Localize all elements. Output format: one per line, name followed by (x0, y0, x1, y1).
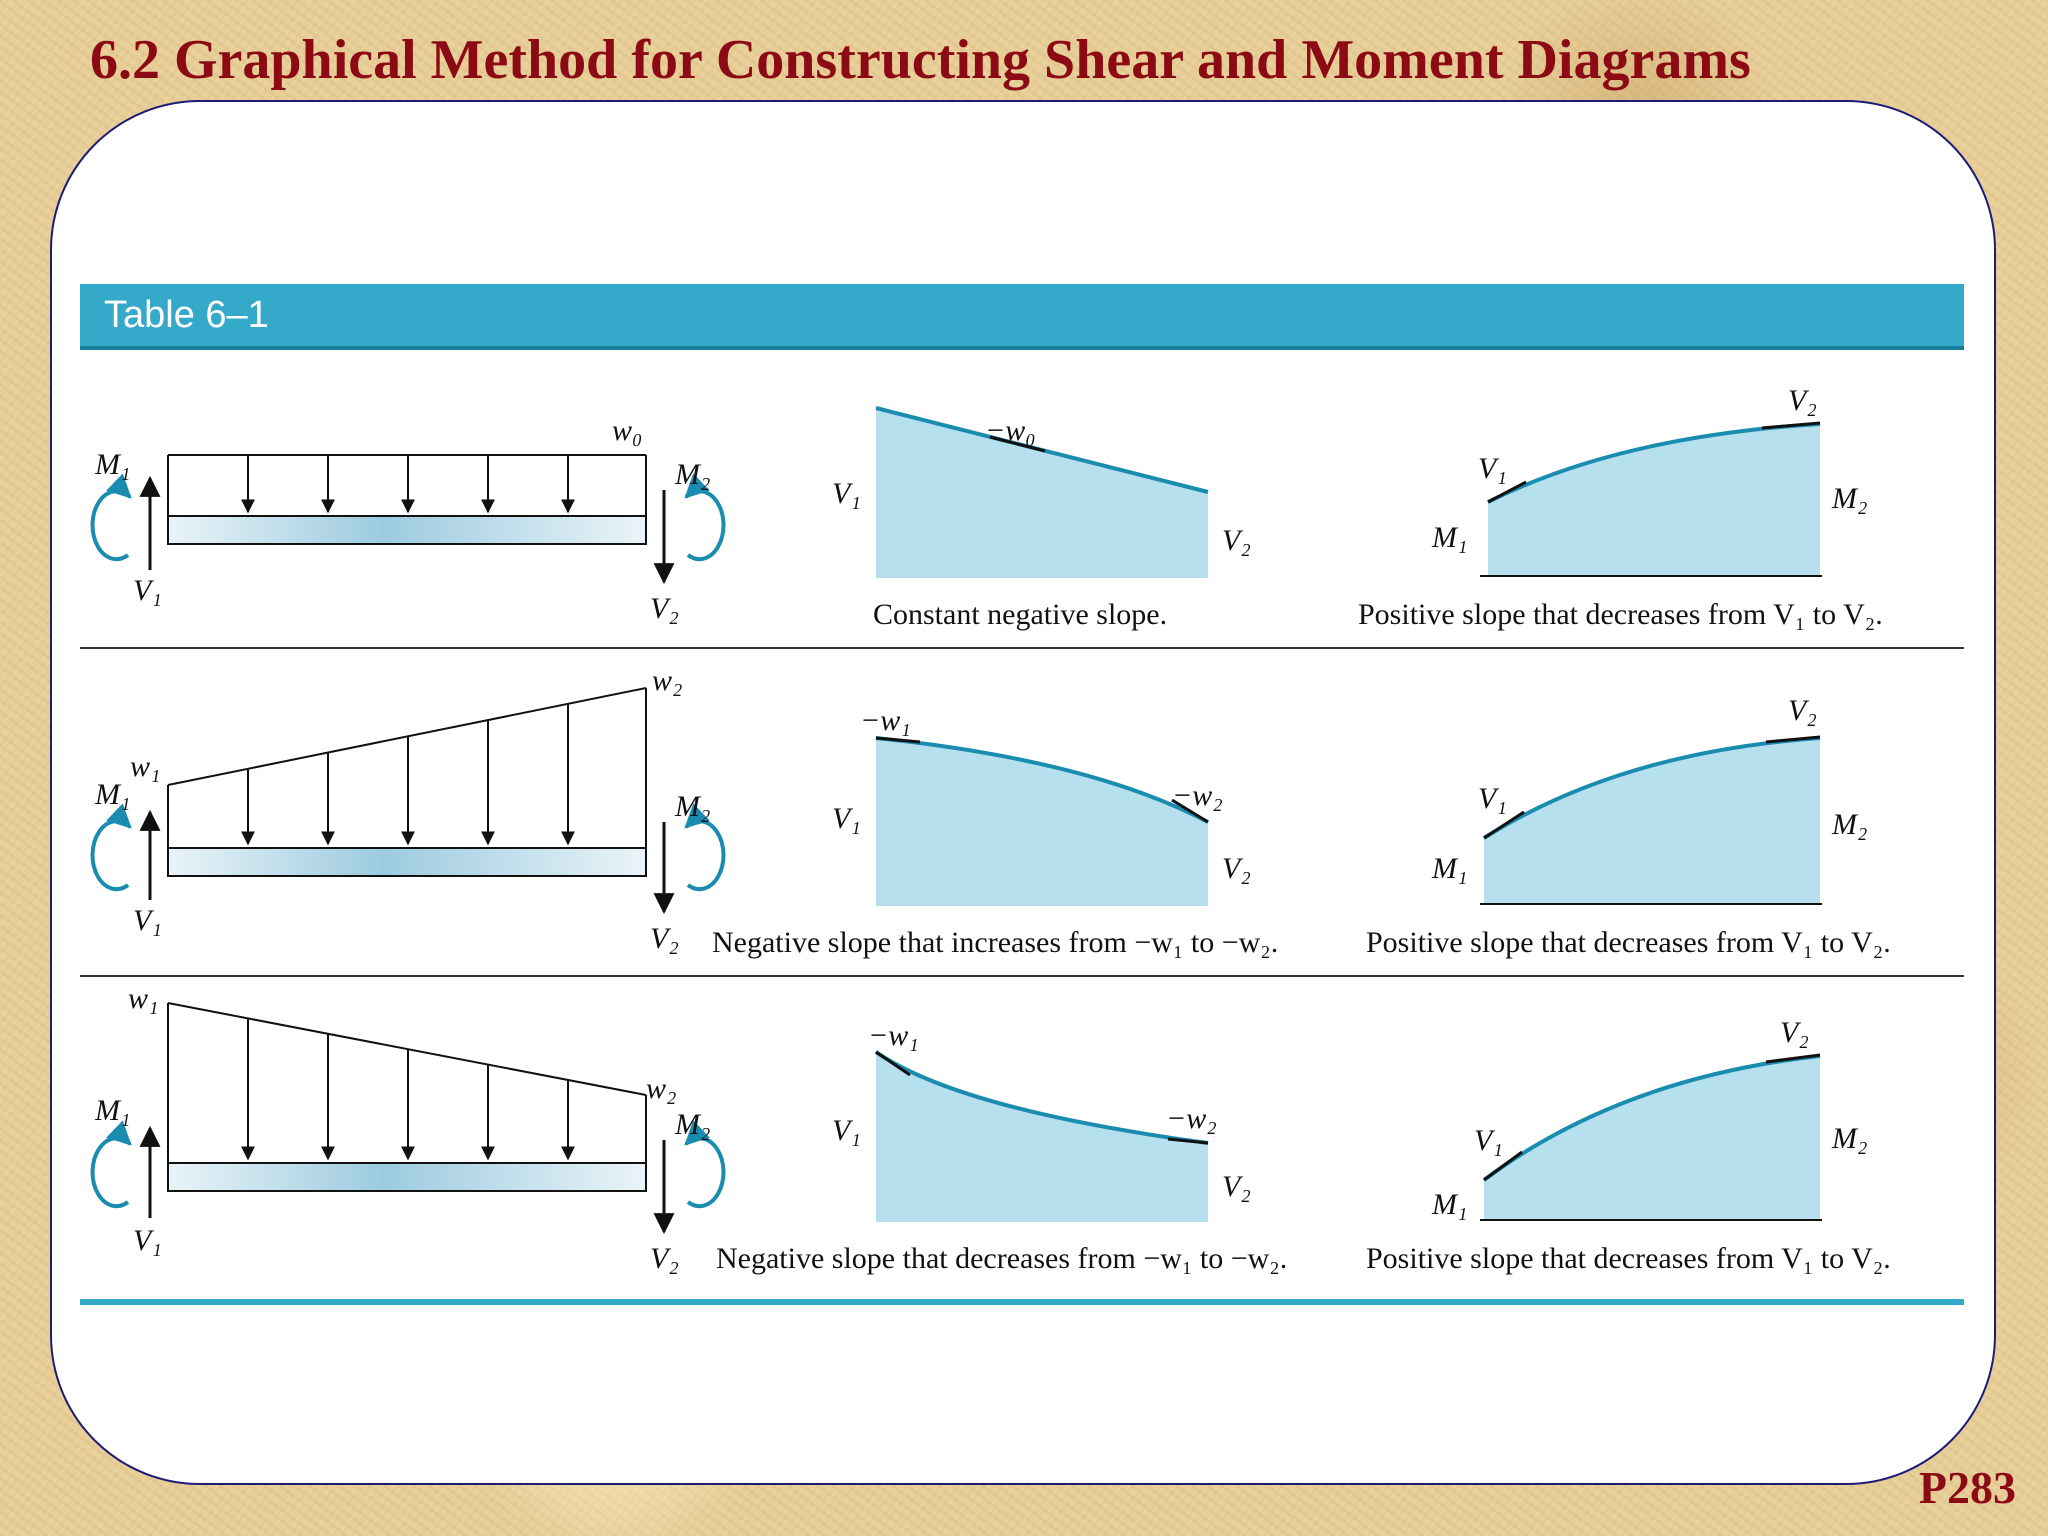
row2-moment-caption: Positive slope that decreases from V₁ to V₂. (1366, 926, 1891, 959)
row3-shear-V1: V₁ (832, 1114, 861, 1147)
row3-shear-caption: Negative slope that decreases from −w₁ to −w₂. (716, 1242, 1288, 1275)
row1-shear-slope-label: −w₀ (985, 414, 1036, 447)
row1-moment-caption: Positive slope that decreases from V₁ to V₂. (1358, 598, 1883, 631)
row1-load-M2: M₂ (675, 458, 711, 491)
row1-moment-M1: M₁ (1432, 521, 1468, 554)
row3-moment-diagram (1480, 1055, 1822, 1220)
row2-load-V2: V₂ (650, 922, 679, 955)
row2-shear-V2: V₂ (1222, 852, 1251, 885)
row3-load-V1: V₁ (133, 1224, 162, 1257)
row3-moment-V2: V₂ (1780, 1016, 1809, 1049)
row1-load-V1: V₁ (133, 574, 162, 607)
row2-shear-end-label: −w₂ (1172, 779, 1223, 812)
row3-load-w2: w₂ (646, 1072, 677, 1105)
row1-moment-V1: V₁ (1478, 452, 1507, 485)
row1-shear-caption: Constant negative slope. (873, 598, 1168, 631)
row2-shear-start-label: −w₁ (860, 704, 911, 737)
row2-moment-M1: M₁ (1432, 852, 1468, 885)
row3-moment-caption: Positive slope that decreases from V₁ to V₂. (1366, 1242, 1891, 1275)
row2-moment-diagram (1480, 737, 1822, 904)
row3-shear-start-label: −w₁ (868, 1019, 919, 1052)
row3-moment-V1: V₁ (1474, 1124, 1503, 1157)
row2-load-M2: M₂ (675, 790, 711, 823)
row1-shear-diagram (876, 408, 1208, 578)
row1-load-M1: M₁ (95, 448, 131, 481)
slide-title: 6.2 Graphical Method for Constructing Shear and Moment Diagrams (90, 29, 1751, 91)
row1-moment-M2: M₂ (1832, 482, 1868, 515)
row1-load-V2: V₂ (650, 592, 679, 625)
row2-load-M1: M₁ (95, 778, 131, 811)
row1-load-w0: w₀ (612, 414, 643, 447)
row3-moment-M1: M₁ (1432, 1188, 1468, 1221)
row2-loading-diagram (93, 688, 724, 912)
row3-moment-M2: M₂ (1832, 1122, 1868, 1155)
row2-shear-diagram (876, 738, 1208, 906)
row3-loading-diagram (93, 1003, 724, 1232)
row2-load-w1: w₁ (130, 750, 161, 783)
row1-moment-V2: V₂ (1788, 384, 1817, 417)
row3-load-V2: V₂ (650, 1242, 679, 1275)
row1-shear-V2: V₂ (1222, 524, 1251, 557)
row2-moment-V2: V₂ (1788, 694, 1817, 727)
row3-shear-V2: V₂ (1222, 1170, 1251, 1203)
row3-shear-diagram (876, 1052, 1208, 1222)
row1-loading-diagram (93, 455, 724, 582)
row2-moment-M2: M₂ (1832, 808, 1868, 841)
row2-moment-V1: V₁ (1478, 782, 1507, 815)
row3-load-M1: M₁ (95, 1094, 131, 1127)
row3-load-M2: M₂ (675, 1108, 711, 1141)
row2-load-w2: w₂ (652, 664, 683, 697)
row3-shear-end-label: −w₂ (1166, 1102, 1217, 1135)
table-title: Table 6–1 (104, 294, 269, 336)
row1-moment-diagram (1480, 423, 1822, 576)
page-number: P283 (1918, 1462, 2016, 1513)
row1-shear-V1: V₁ (832, 477, 861, 510)
row2-load-V1: V₁ (133, 904, 162, 937)
row2-shear-V1: V₁ (832, 802, 861, 835)
row3-load-w1: w₁ (128, 982, 159, 1015)
row2-shear-caption: Negative slope that increases from −w₁ to −w₂. (712, 926, 1279, 959)
